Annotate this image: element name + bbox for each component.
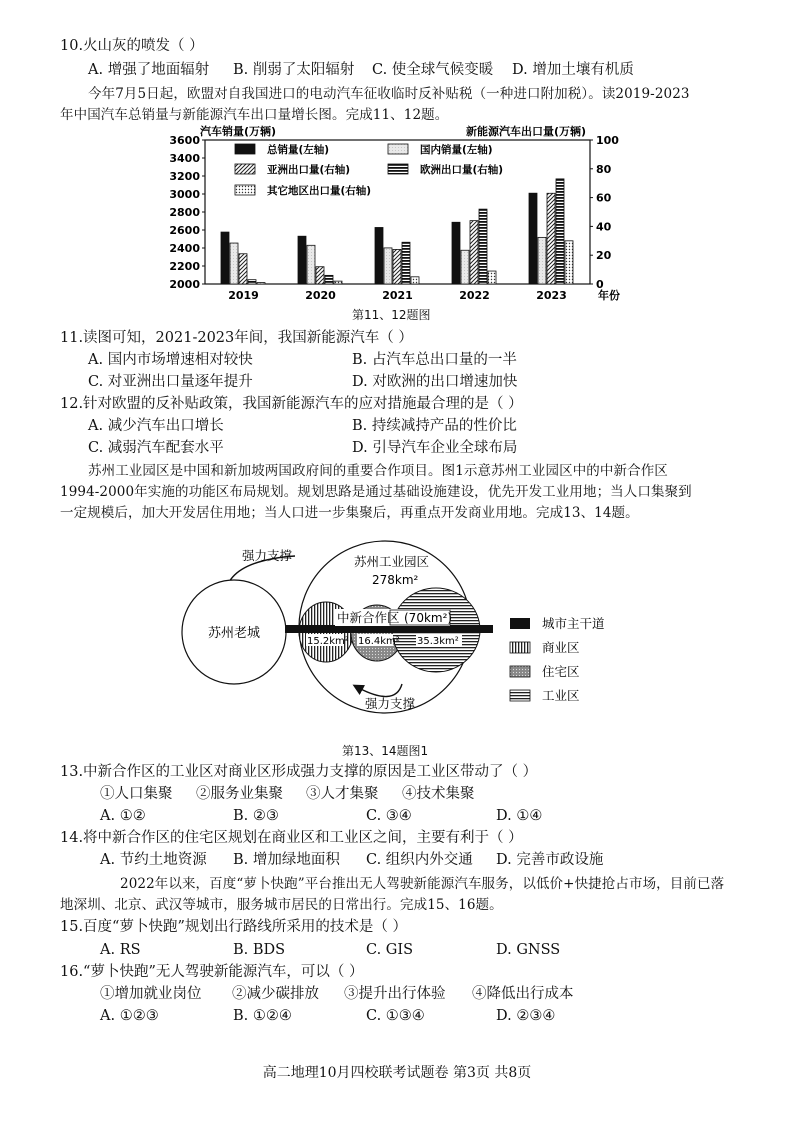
legend-swatch — [388, 164, 408, 174]
q12-option-a: A. 减少汽车出口增长 — [88, 418, 224, 434]
right-axis-title: 新能源汽车出口量(万辆) — [466, 125, 587, 138]
industrial-area: 35.3km² — [417, 636, 459, 647]
bar-solid — [452, 222, 460, 284]
bar-hstripe — [325, 275, 333, 284]
legend-label: 总销量(左轴) — [267, 144, 330, 156]
x-tick-label: 2019 — [228, 289, 259, 302]
q15-option-c: C. GIS — [366, 942, 414, 958]
q16-item-2: ②减少碳排放 — [232, 986, 319, 1002]
q16-option-b: B. ①②④ — [233, 1008, 292, 1024]
bar-dots — [257, 283, 265, 284]
q11-option-d: D. 对欧洲的出口增速加快 — [352, 374, 518, 390]
zone-label: 中新合作区 — [337, 610, 400, 625]
left-tick-label: 2200 — [169, 260, 200, 273]
q16-item-3: ③提升出行体验 — [344, 986, 446, 1002]
legend-label: 亚洲出口量(右轴) — [267, 164, 351, 176]
legend-road: 城市主干道 — [542, 616, 605, 631]
legend-commercial: 商业区 — [542, 640, 580, 655]
legend-swatch-road — [510, 618, 530, 629]
left-tick-label: 2000 — [169, 278, 200, 291]
legend-swatch-industrial — [510, 690, 530, 701]
chart-caption: 第11、12题图 — [352, 308, 431, 322]
left-tick-label: 2400 — [169, 242, 200, 255]
left-tick-label: 3200 — [169, 170, 200, 183]
left-tick-label: 2600 — [169, 224, 200, 237]
q11-option-a: A. 国内市场增速相对较快 — [88, 352, 253, 368]
right-tick-label: 0 — [596, 278, 604, 291]
intro-13-14-line1: 苏州工业园区是中国和新加坡两国政府间的重要合作项目。图1示意苏州工业园区中的中新合作区 — [88, 463, 668, 479]
bar-light — [384, 248, 392, 284]
right-tick-label: 80 — [596, 162, 612, 176]
q10-option-b: B. 削弱了太阳辐射 — [233, 62, 355, 78]
bottom-support-arrow — [355, 684, 402, 697]
q13-item-2: ②服务业集聚 — [196, 786, 283, 802]
q14-stem: 14.将中新合作区的住宅区规划在商业区和工业区之间，主要有利于（ ） — [60, 830, 523, 846]
intro-15-16-line2: 地深圳、北京、武汉等城市，服务城市居民的日常出行。完成15、16题。 — [60, 897, 503, 913]
page-footer: 高二地理10月四校联考试题卷 第3页 共8页 — [262, 1065, 532, 1081]
left-tick-label: 2800 — [169, 206, 200, 219]
intro-13-14-line3: 一定规模后，加大开发居住用地；当人口进一步集聚后，再重点开发商业用地。完成13、14题。 — [60, 505, 639, 521]
q11-option-c: C. 对亚洲出口量逐年提升 — [88, 374, 253, 390]
main-road — [285, 625, 493, 633]
legend-industrial: 工业区 — [542, 688, 580, 703]
q15-option-d: D. GNSS — [496, 942, 561, 958]
bar-light — [461, 250, 469, 284]
legend-swatch-residential — [510, 666, 530, 677]
bar-dots — [488, 271, 496, 284]
legend-swatch — [235, 185, 255, 195]
diagram-caption: 第13、14题图1 — [342, 744, 429, 758]
legend-swatch — [235, 164, 255, 174]
right-tick-label: 20 — [596, 249, 612, 263]
intro-11-12-line2: 年中国汽车总销量与新能源汽车出口量增长图。完成11、12题。 — [60, 107, 449, 123]
q10-option-a: A. 增强了地面辐射 — [88, 62, 210, 78]
x-tick-label: 2022 — [459, 289, 490, 302]
left-tick-label: 3000 — [169, 188, 200, 201]
bar-light — [230, 243, 238, 284]
intro-13-14-line2: 1994-2000年实施的功能区布局规划。规划思路是通过基础设施建设，优先开发工业用地；当人口集聚到 — [60, 484, 692, 500]
bar-diag — [393, 249, 401, 284]
residential-area: 16.4km² — [358, 636, 400, 647]
bar-dots — [565, 241, 573, 284]
bar-light — [538, 237, 546, 284]
export-chart — [160, 122, 630, 304]
q13-option-b: B. ②③ — [233, 808, 279, 824]
q13-item-1: ①人口集聚 — [100, 786, 173, 802]
q12-option-b: B. 持续减持产品的性价比 — [352, 418, 517, 434]
intro-15-16-line1: 2022年以来，百度“萝卜快跑”平台推出无人驾驶新能源汽车服务，以低价+快捷抢占市场，目前已落 — [120, 876, 725, 892]
q14-option-b: B. 增加绿地面积 — [233, 852, 340, 868]
bar-diag — [470, 221, 478, 284]
bar-hstripe — [402, 242, 410, 284]
park-name: 苏州工业园区 — [354, 554, 430, 569]
q10-stem: 10.火山灰的喷发（ ） — [60, 38, 204, 54]
legend-residential: 住宅区 — [542, 664, 580, 679]
legend-label: 其它地区出口量(右轴) — [267, 185, 372, 197]
q16-item-4: ④降低出行成本 — [472, 986, 574, 1002]
legend-swatch — [235, 144, 255, 154]
park-area: 278km² — [372, 573, 419, 587]
x-tick-label: 2023 — [536, 289, 567, 302]
legend-label: 欧洲出口量(右轴) — [420, 164, 504, 176]
q10-option-c: C. 使全球气候变暖 — [372, 62, 494, 78]
x-tick-label: 2020 — [305, 289, 336, 302]
right-tick-label: 100 — [596, 134, 619, 147]
left-tick-label: 3600 — [169, 134, 200, 147]
q16-option-d: D. ②③④ — [496, 1008, 556, 1024]
q16-option-a: A. ①②③ — [100, 1008, 159, 1024]
bar-hstripe — [248, 280, 256, 284]
q12-option-c: C. 减弱汽车配套水平 — [88, 440, 224, 456]
bar-solid — [221, 232, 229, 284]
q13-stem: 13.中新合作区的工业区对商业区形成强力支撑的原因是工业区带动了（ ） — [60, 764, 538, 780]
q16-option-c: C. ①③④ — [366, 1008, 425, 1024]
bar-hstripe — [556, 179, 564, 284]
q12-stem: 12.针对欧盟的反补贴政策，我国新能源汽车的应对措施最合理的是（ ） — [60, 396, 523, 412]
q10-option-d: D. 增加土壤有机质 — [512, 62, 634, 78]
bar-light — [307, 245, 315, 284]
x-tick-label: 2021 — [382, 289, 413, 302]
q15-stem: 15.百度“萝卜快跑”规划出行路线所采用的技术是（ ） — [60, 919, 407, 935]
q14-option-a: A. 节约土地资源 — [100, 852, 207, 868]
q14-option-d: D. 完善市政设施 — [496, 852, 604, 868]
q12-option-d: D. 引导汽车企业全球布局 — [352, 440, 518, 456]
bar-solid — [375, 227, 383, 284]
legend-label: 国内销量(左轴) — [420, 144, 493, 156]
q13-item-4: ④技术集聚 — [402, 786, 475, 802]
bottom-arrow-label: 强力支撑 — [365, 696, 416, 711]
q16-item-1: ①增加就业岗位 — [100, 986, 202, 1002]
left-axis-title: 汽车销量(万辆) — [200, 125, 277, 138]
bar-diag — [547, 193, 555, 284]
bar-solid — [298, 236, 306, 284]
q15-option-b: B. BDS — [233, 942, 286, 958]
legend-swatch — [388, 144, 408, 154]
bar-diag — [239, 254, 247, 284]
old-city-label: 苏州老城 — [208, 626, 261, 641]
q14-option-c: C. 组织内外交通 — [366, 852, 473, 868]
x-unit-label: 年份 — [598, 289, 620, 302]
right-tick-label: 40 — [596, 220, 612, 234]
legend-swatch-commercial — [510, 642, 530, 653]
bar-dots — [334, 281, 342, 284]
left-tick-label: 3400 — [169, 152, 200, 165]
right-tick-label: 60 — [596, 191, 612, 205]
q11-option-b: B. 占汽车总出口量的一半 — [352, 352, 517, 368]
q13-option-a: A. ①② — [100, 808, 146, 824]
zone-area: (70km²) — [404, 611, 453, 625]
q13-option-c: C. ③④ — [366, 808, 412, 824]
q11-stem: 11.读图可知，2021-2023年间，我国新能源汽车（ ） — [60, 330, 413, 346]
bar-solid — [529, 193, 537, 284]
park-layout-diagram — [170, 536, 630, 736]
q15-option-a: A. RS — [100, 942, 141, 958]
commercial-area: 15.2km² — [307, 636, 349, 647]
bar-hstripe — [479, 209, 487, 284]
q16-stem: 16.“萝卜快跑”无人驾驶新能源汽车，可以（ ） — [60, 964, 364, 980]
top-arrow-label: 强力支撑 — [242, 548, 293, 563]
bar-dots — [411, 277, 419, 284]
bar-diag — [316, 267, 324, 284]
q13-option-d: D. ①④ — [496, 808, 543, 824]
intro-11-12-line1: 今年7月5日起，欧盟对自我国进口的电动汽车征收临时反补贴税（一种进口附加税）。读2019-2023 — [88, 86, 690, 102]
q13-item-3: ③人才集聚 — [306, 786, 379, 802]
